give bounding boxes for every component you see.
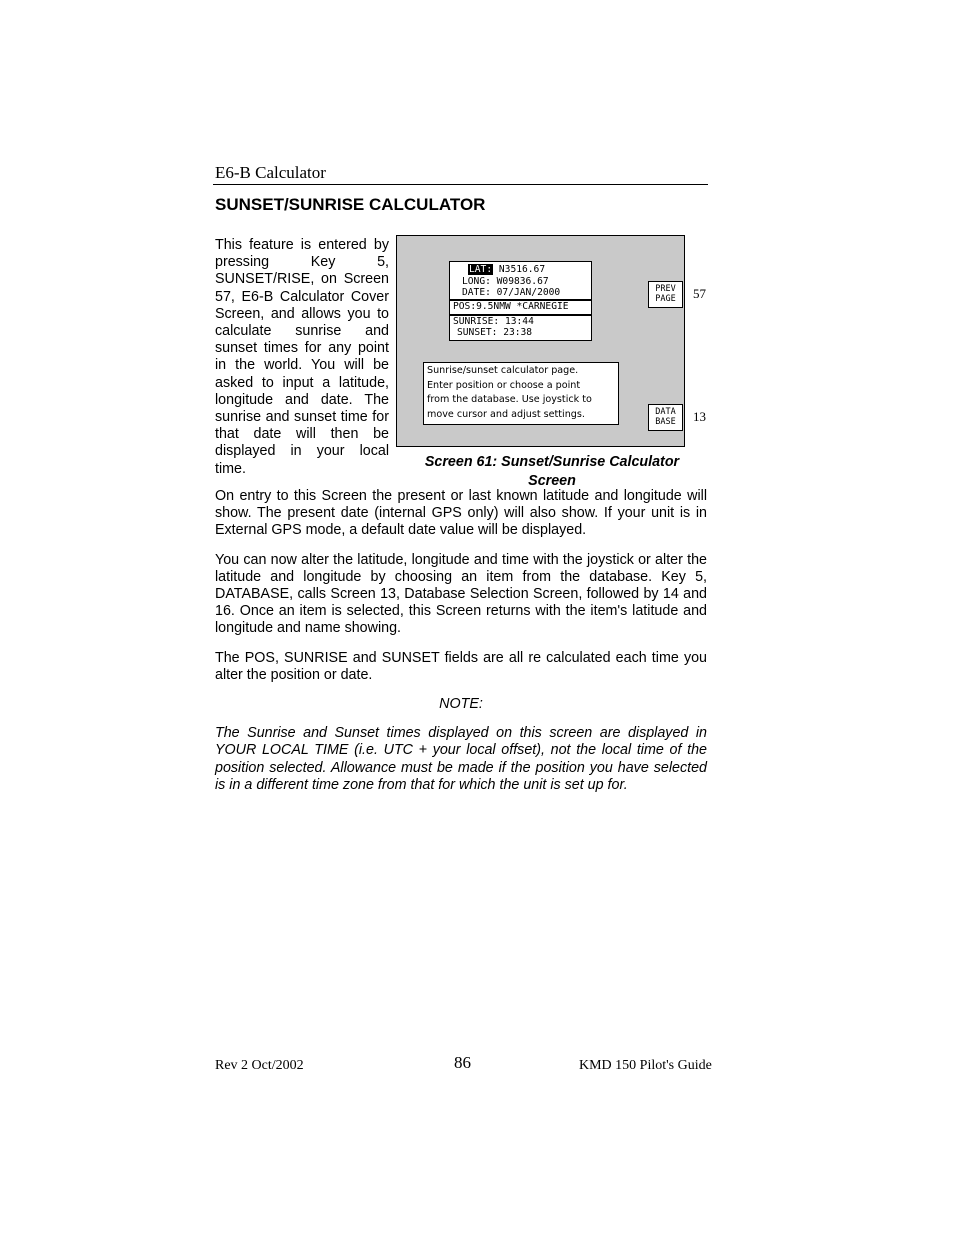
device-screen xyxy=(396,235,685,447)
lat-row xyxy=(468,264,545,276)
lat-value: N3516.67 xyxy=(498,264,546,275)
footer-guide-title: KMD 150 Pilot's Guide xyxy=(579,1058,712,1073)
page-number: 86 xyxy=(454,1053,471,1072)
softkey-label: PREV xyxy=(655,284,676,294)
sunrise-row: SUNRISE: 13:44 xyxy=(453,316,534,327)
body-flow xyxy=(215,488,707,806)
help-line: move cursor and adjust settings. xyxy=(427,408,585,420)
prev-page-screen-ref: 57 xyxy=(693,286,706,301)
help-line: from the database. Use joystick to xyxy=(427,394,592,405)
prev-page-softkey[interactable] xyxy=(648,281,683,308)
softkey-label: PAGE xyxy=(655,294,676,304)
softkey-label: DATA xyxy=(655,407,676,417)
sunset-row: SUNSET: 23:38 xyxy=(457,327,533,338)
database-softkey[interactable] xyxy=(648,404,683,431)
intro-paragraph: This feature is entered by pressing Key 5, SUNSET/RISE, on Screen 57, E6-B Calculator Cover Screen, and allows you to calculate sunrise and sunset times for any point in the world. You will be asked to input a latitude, longitude and date. The sunrise and sunset time for that date will then be displayed in your local time. xyxy=(215,237,389,477)
softkey-label: BASE xyxy=(655,417,676,427)
date-row: DATE: 07/JAN/2000 xyxy=(462,287,561,298)
position-panel xyxy=(449,261,592,341)
note-heading: NOTE: xyxy=(439,696,483,713)
section-label: E6-B Calculator xyxy=(215,163,326,182)
note-text: The Sunrise and Sunset times displayed on this screen are displayed in YOUR LOCAL TIME (i.e. UTC + your local offset), not the local time of the position selected. Allowance must be made if the position you have selected is in a different time zone from that for which the unit is set up for. xyxy=(215,725,707,793)
lat-field-label: LAT: xyxy=(469,264,493,275)
header-rule xyxy=(213,184,708,185)
alter-paragraph: You can now alter the latitude, longitude and time with the joystick or alter the latitude and longitude by choosing an item from the database. Key 5, DATABASE, calls Screen 13, Database Selection Screen, followed by 14 and 16. Once an item is selected, this Screen returns with the item's latitude and longitude and name showing. xyxy=(215,551,707,637)
help-panel xyxy=(423,362,619,425)
recalc-paragraph: The POS, SUNRISE and SUNSET fields are all re calculated each time you alter the position or date. xyxy=(215,649,707,683)
caption-line: Screen xyxy=(528,473,576,489)
entry-paragraph: On entry to this Screen the present or last known latitude and longitude will show. The present date (internal GPS only) will also show. If your unit is in External GPS mode, a default date value will be displayed. xyxy=(215,488,707,539)
long-row: LONG: W09836.67 xyxy=(462,276,549,287)
footer-revision: Rev 2 Oct/2002 xyxy=(215,1058,304,1073)
caption-line: Screen 61: Sunset/Sunrise Calculator xyxy=(424,454,680,470)
help-line: Enter position or choose a point xyxy=(427,379,581,391)
help-line: Sunrise/sunset calculator page. xyxy=(427,365,579,376)
database-screen-ref: 13 xyxy=(693,409,706,424)
pos-row: POS:9.5NMW *CARNEGIE xyxy=(453,301,569,312)
page-title: SUNSET/SUNRISE CALCULATOR xyxy=(215,195,486,214)
figure-caption xyxy=(396,453,708,491)
